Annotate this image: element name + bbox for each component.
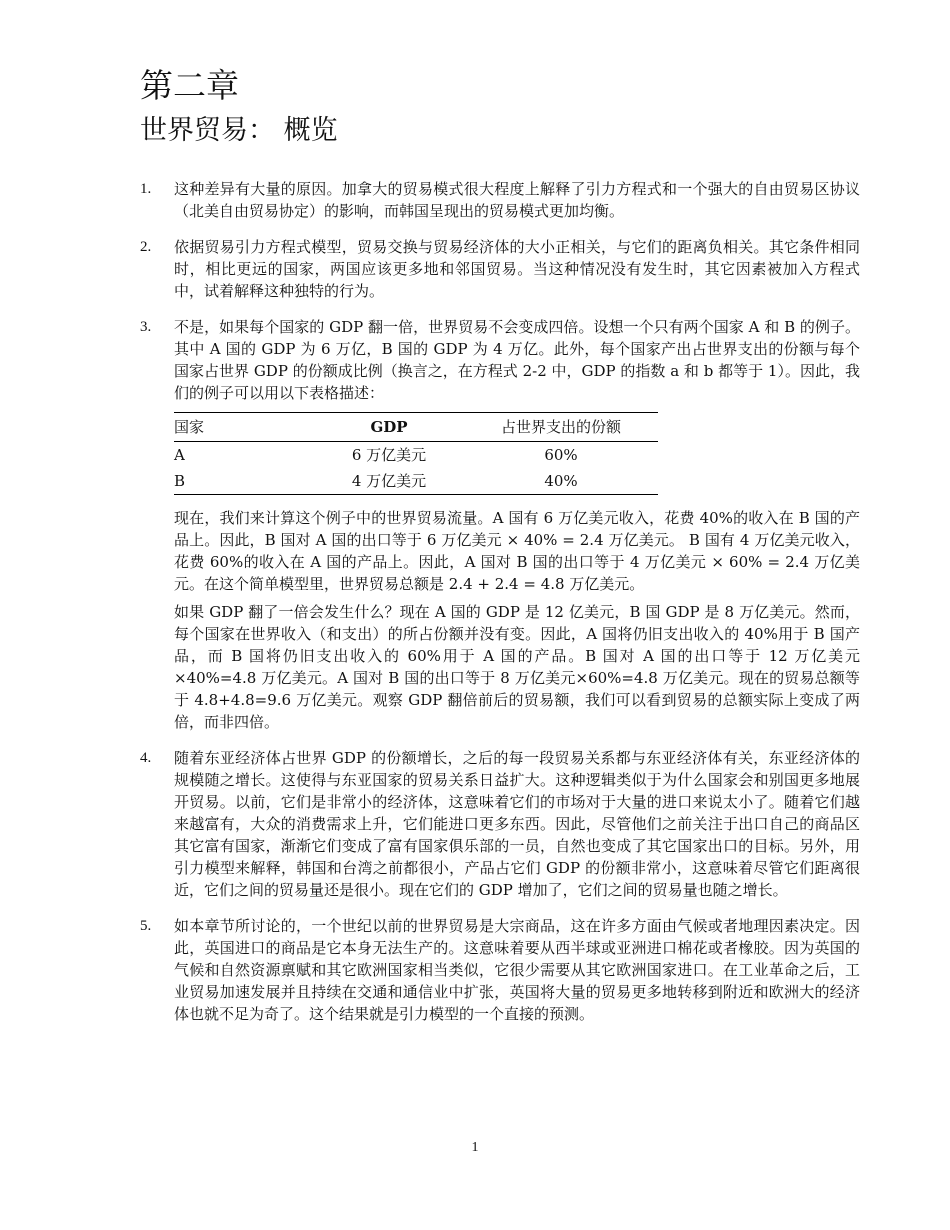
item-text: 随着东亚经济体占世界 GDP 的份额增长，之后的每一段贸易关系都与东亚经济体有关，东亚经济体的规模随之增长。这使得与东亚国家的贸易关系日益扩大。这种逻辑类似于为什么国家会和别国更多地展开贸易。以前，它们是非常小的经济体，这意味着它们的市场对于大量的进口来说太小了。随着它们越来越富有，大众的消费需求上升，它们能进口更多东西。因此，尽管他们之前关注于出口自己的商品区其它富有国家，渐渐它们变成了富有国家俱乐部的一员，自然也变成了其它国家出口的目标。另外，用引力模型来解释，韩国和台湾之前都很小，产品占它们 GDP 的份额非常小，这意味着尽管它们距离很近，它们之间的贸易量还是很小。现在它们的 GDP 增加了，它们之间的贸易量也随之增长。: [174, 749, 860, 899]
item-text-continued: 如果 GDP 翻了一倍会发生什么？现在 A 国的 GDP 是 12 亿美元，B 国 GDP 是 8 万亿美元。然而，每个国家在世界收入（和支出）的所占份额并没有变。因此，A 国将仍旧支出收入的 40%用于 B 国产品，而 B 国将仍旧支出收入的 60%用于 A 国的产品。B 国对 A 国的出口等于 12 万亿美元×40%=4.8 万亿美元。A 国对 B 国的出口等于 8 万亿美元×60%=4.8 万亿美元。现在的贸易总额等于 4.8+4.8=9.6 万亿美元。观察 GDP 翻倍前后的贸易额，我们可以看到贸易的总额实际上变成了两倍，而非四倍。: [174, 603, 860, 731]
table-header-gdp: GDP: [314, 413, 464, 442]
page-number: 1: [471, 1140, 479, 1155]
answer-item-1: [140, 178, 860, 222]
table-cell: 40%: [464, 468, 658, 495]
table-cell: 6 万亿美元: [351, 446, 427, 464]
item-number: 4.: [140, 750, 152, 766]
item-text: 不是，如果每个国家的 GDP 翻一倍，世界贸易不会变成四倍。设想一个只有两个国家 A 和 B 的例子。其中 A 国的 GDP 为 6 万亿，B 国的 GDP 为 4 万亿。此外，每个国家产出占世界支出的份额与每个国家占世界 GDP 的份额成比例（换言之，在方程式 2-2 中，GDP 的指数 a 和 b 都等于 1）。因此，我们的例子可以用以下表格描述：: [174, 318, 860, 402]
table-header-row: [174, 413, 658, 442]
answer-item-5: [140, 915, 860, 1025]
item-number: 1.: [140, 181, 152, 197]
chapter-subtitle: 世界贸易： 概览: [140, 115, 338, 146]
table-cell: A: [174, 446, 185, 464]
table-header-share: 占世界支出的份额: [464, 413, 658, 442]
item-text: 这种差异有大量的原因。加拿大的贸易模式很大程度上解释了引力方程式和一个强大的自由贸易区协议（北美自由贸易协定）的影响，而韩国呈现出的贸易模式更加均衡。: [174, 180, 860, 220]
table-cell: B: [174, 468, 314, 495]
item-text-continued: 现在，我们来计算这个例子中的世界贸易流量。A 国有 6 万亿美元收入，花费 40%的收入在 B 国的产品上。因此，B 国对 A 国的出口等于 6 万亿美元 × 40% = 2.4 万亿美元。 B 国有 4 万亿美元收入，花费 60%的收入在 A 国的产品上。因此，A 国对 B 国的出口等于 4 万亿美元 × 60% = 2.4 万亿美元。在这个简单模型里，世界贸易总额是 2.4 + 2.4 = 4.8 万亿美元。: [174, 509, 860, 593]
answer-item-4: [140, 747, 860, 901]
item-number: 5.: [140, 918, 152, 934]
item-number: 3.: [140, 319, 152, 335]
table-cell: 4 万亿美元: [314, 468, 464, 495]
answer-item-3: [140, 316, 860, 733]
answer-item-2: [140, 236, 860, 302]
gdp-share-table: [174, 412, 658, 495]
item-number: 2.: [140, 239, 152, 255]
table-header-country: 国家: [174, 413, 314, 442]
item-text: 如本章节所讨论的，一个世纪以前的世界贸易是大宗商品，这在许多方面由气候或者地理因素决定。因此，英国进口的商品是它本身无法生产的。这意味着要从西半球或亚洲进口棉花或者橡胶。因为英国的气候和自然资源禀赋和其它欧洲国家相当类似，它很少需要从其它欧洲国家进口。在工业革命之后，工业贸易加速发展并且持续在交通和通信业中扩张，英国将大量的贸易更多地转移到附近和欧洲大的经济体也就不足为奇了。这个结果就是引力模型的一个直接的预测。: [174, 917, 860, 1023]
table-cell: 60%: [544, 446, 578, 464]
table-row: [174, 442, 658, 469]
item-text: 依据贸易引力方程式模型，贸易交换与贸易经济体的大小正相关，与它们的距离负相关。其它条件相同时，相比更远的国家，两国应该更多地和邻国贸易。当这种情况没有发生时，其它因素被加入方程式中，试着解释这种独特的行为。: [174, 238, 860, 300]
table-row: [174, 468, 658, 495]
chapter-title: 第二章: [140, 66, 239, 105]
answer-list: [140, 178, 860, 1039]
